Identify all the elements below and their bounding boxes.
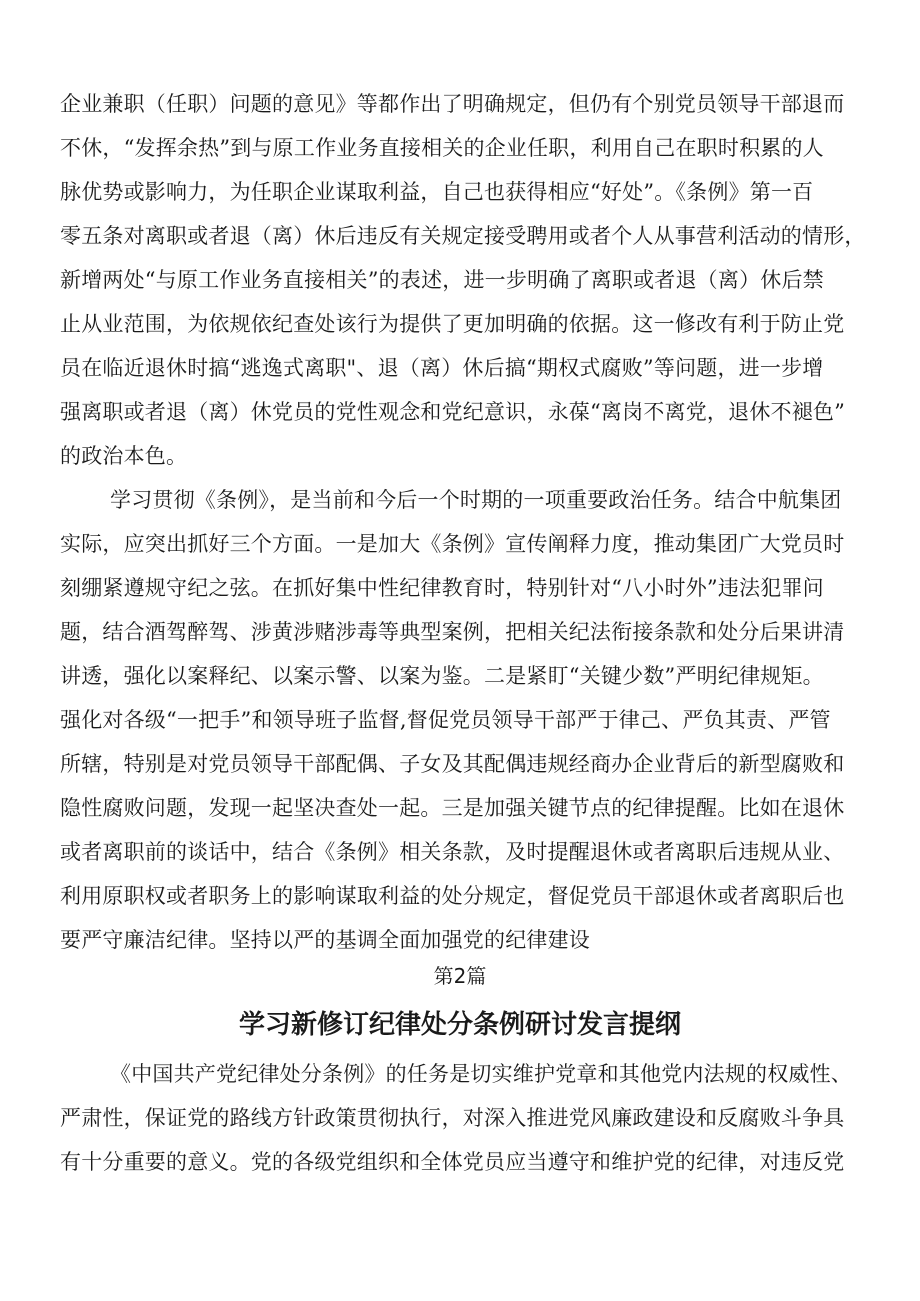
paragraph-line: 脉优势或影响力，为任职企业谋取利益，自己也获得相应“好处”。《条例》第一百 — [60, 180, 814, 204]
paragraph-line: 的政治本色。 — [60, 444, 188, 468]
paragraph-line: 学习贯彻《条例》，是当前和今后一个时期的一项重要政治任务。结合中航集团 — [110, 488, 842, 512]
paragraph-line: 刻绷紧遵规守纪之弦。在抓好集中性纪律教育时，特别针对“八小时外”违法犯罪问 — [60, 576, 824, 600]
paragraph-line: 新增两处“与原工作业务直接相关”的表述，进一步明确了离职或者退（离）休后禁 — [60, 268, 824, 292]
section-label: 第2篇 — [433, 964, 487, 988]
paragraph-line: 零五条对离职或者退（离）休后违反有关规定接受聘用或者个人从事营利活动的情形， — [60, 224, 866, 248]
paragraph-line: 讲透，强化以案释纪、以案示警、以案为鉴。二是紧盯“关键少数”严明纪律规矩。 — [60, 664, 824, 688]
paragraph-line: 利用原职权或者职务上的影响谋取利益的处分规定，督促党员干部退休或者离职后也 — [60, 884, 845, 908]
paragraph-line: 强离职或者退（离）休党员的党性观念和党纪意识，永葆“离岗不离党，退休不褪色” — [60, 400, 846, 424]
paragraph-line: 或者离职前的谈话中，结合《条例》相关条款，及时提醒退休或者离职后违规从业、 — [60, 840, 845, 864]
paragraph-line: 严肃性，保证党的路线方针政策贯彻执行，对深入推进党风廉政建设和反腐败斗争具 — [60, 1106, 845, 1130]
paragraph-line: 企业兼职（任职）问题的意见》等都作出了明确规定，但仍有个别党员领导干部退而 — [60, 92, 845, 116]
paragraph-line: 隐性腐败问题，发现一起坚决查处一起。三是加强关键节点的纪律提醒。比如在退休 — [60, 796, 845, 820]
paragraph-line: 所辖，特别是对党员领导干部配偶、子女及其配偶违规经商办企业背后的新型腐败和 — [60, 752, 845, 776]
paragraph-line: 有十分重要的意义。党的各级党组织和全体党员应当遵守和维护党的纪律，对违反党 — [60, 1150, 845, 1174]
paragraph-line: 题，结合酒驾醉驾、涉黄涉赌涉毒等典型案例，把相关纪法衔接条款和处分后果讲清 — [60, 620, 845, 644]
paragraph-line: 止从业范围，为依规依纪查处该行为提供了更加明确的依据。这一修改有利于防止党 — [60, 312, 845, 336]
paragraph-line: 要严守廉洁纪律。坚持以严的基调全面加强党的纪律建设 — [60, 928, 590, 952]
paragraph-line: 《中国共产党纪律处分条例》的任务是切实维护党章和其他党内法规的权威性、 — [110, 1062, 852, 1086]
paragraph-line: 不休，“发挥余热”到与原工作业务直接相关的企业任职，利用自己在职时积累的人 — [60, 136, 824, 160]
paragraph-line: 强化对各级“一把手”和领导班子监督,督促党员领导干部严于律己、严负其责、严管 — [60, 708, 831, 732]
section-title: 学习新修订纪律处分条例研讨发言提纲 — [238, 1010, 681, 1040]
paragraph-line: 员在临近退休时搞“逃逸式离职"、退（离）休后搞“期权式腐败”等问题，进一步增 — [60, 356, 824, 380]
paragraph-line: 实际，应突出抓好三个方面。一是加大《条例》宣传阐释力度，推动集团广大党员时 — [60, 532, 845, 556]
